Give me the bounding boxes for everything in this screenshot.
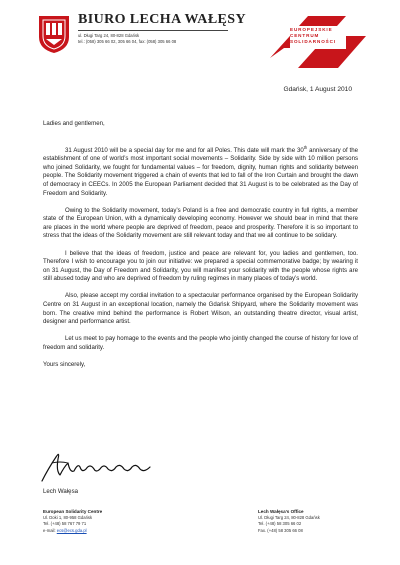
salutation: Ladies and gentlemen,: [43, 120, 105, 127]
letter-date: Gdańsk, 1 August 2010: [283, 86, 352, 93]
wordmark-line: EUROPEJSKIE: [290, 27, 333, 32]
office-phones: tel.: (058) 305 66 02, 305 66 04, fax: (058) 305 66 08: [78, 39, 177, 44]
footer-office-address: Ul. Długi Targ 24, 80-828 Gdańsk: [258, 515, 320, 521]
footer-office-title: Lech Wałęsa’s Office: [258, 509, 304, 514]
paragraph-4: Also, please accept my cordial invitation to a spectacular performance organised by the European Solidarity Centre on 31 August in an exceptional location, namely the Gdańsk Shipyard, where the Solidarity movement was born. The creative mind behind the performance is Robert Wilson, an outstanding theatre director, visual artist, designer and performance artist.: [43, 292, 358, 326]
header-block: [78, 12, 248, 45]
solidarity-centre-wordmark: [290, 27, 360, 46]
paragraph-2: Owing to the Solidarity movement, today’s Poland is a free and democratic country in full rights, a member state of the European Union, with a dynamically developing economy. However we should bear in mind that there are places in the world where people are deprived of freedom, peace and prosperity. Therefore it is so important to stress that the ideas of the Solidarity movement are still relevant today and that we all continue to be solidary.: [43, 206, 358, 240]
wordmark-line: SOLIDARNOŚCI: [290, 39, 337, 45]
footer-office-fax: Fax. (+48) 58 305 66 08: [258, 527, 303, 533]
paragraph-1-start: 31 August 2010 will be a special day for me and for all Poles. This date will mark the 30: [65, 146, 304, 154]
footer-centre-address: Ul. Doki 1, 80-958 Gdańsk: [43, 515, 93, 521]
footer-centre-tel: Tel. (+48) 58 767 79 71: [43, 521, 87, 527]
email-link[interactable]: ecs@ecs.gda.pl: [56, 527, 87, 533]
closing: Yours sincerely,: [43, 361, 86, 368]
paragraph-3: I believe that the ideas of freedom, justice and peace are relevant for, you ladies and gentlemen, too. Therefore I wish to encourage you to join our initiative: we prepared a special commemorative badge; by wearing it on 31 August, the Day of Freedom and Solidarity, you will manifest your solidarity with the people whose rights are still abused today and who are deprived of freedom by ruling regimes in many places of today’s world.: [43, 249, 358, 283]
office-title: BIURO LECHA WAŁĘSY: [78, 12, 246, 27]
footer-centre-title: European Solidarity Centre: [43, 509, 103, 514]
letter-body: [43, 120, 358, 378]
paragraph-5: Let us meet to pay homage to the events and the people who jointly changed the course of history for love of freedom and solidarity.: [43, 335, 358, 351]
footer-centre-contact: [43, 509, 183, 534]
footer-office-tel: Tel. (+48) 58 305 66 02: [258, 521, 302, 527]
paragraph-1-end: anniversary of the establishment of one of world’s most important social movements – Solidarity. Side by side with 10 million persons who joined Solidarity, we fought for fundamental values – for freedom, dignity, human rights and solidarity between people. The Solidarity movement triggered a chain of events that led to fall of the Iron Curtain and brought the dawn of democracy in CEECs. In 2005 the European Parliament decided that 31 August is to be celebrated as the Day of Freedom and Solidarity.: [43, 146, 358, 197]
footer-office-contact: [258, 509, 368, 534]
office-crest-logo: [36, 13, 72, 55]
ordinal-suffix: th: [303, 144, 308, 150]
email-label: e-mail:: [43, 527, 57, 533]
wordmark-line: CENTRUM: [290, 33, 320, 39]
signer-name: Lech Wałęsa: [43, 488, 79, 495]
header-rule: [78, 30, 228, 31]
paragraph-1: [43, 144, 358, 199]
office-address: ul. Długi Targ 24, 80-828 Gdańsk: [78, 33, 140, 38]
footer-centre-email-line: [43, 528, 183, 534]
handwritten-signature: [38, 445, 160, 485]
